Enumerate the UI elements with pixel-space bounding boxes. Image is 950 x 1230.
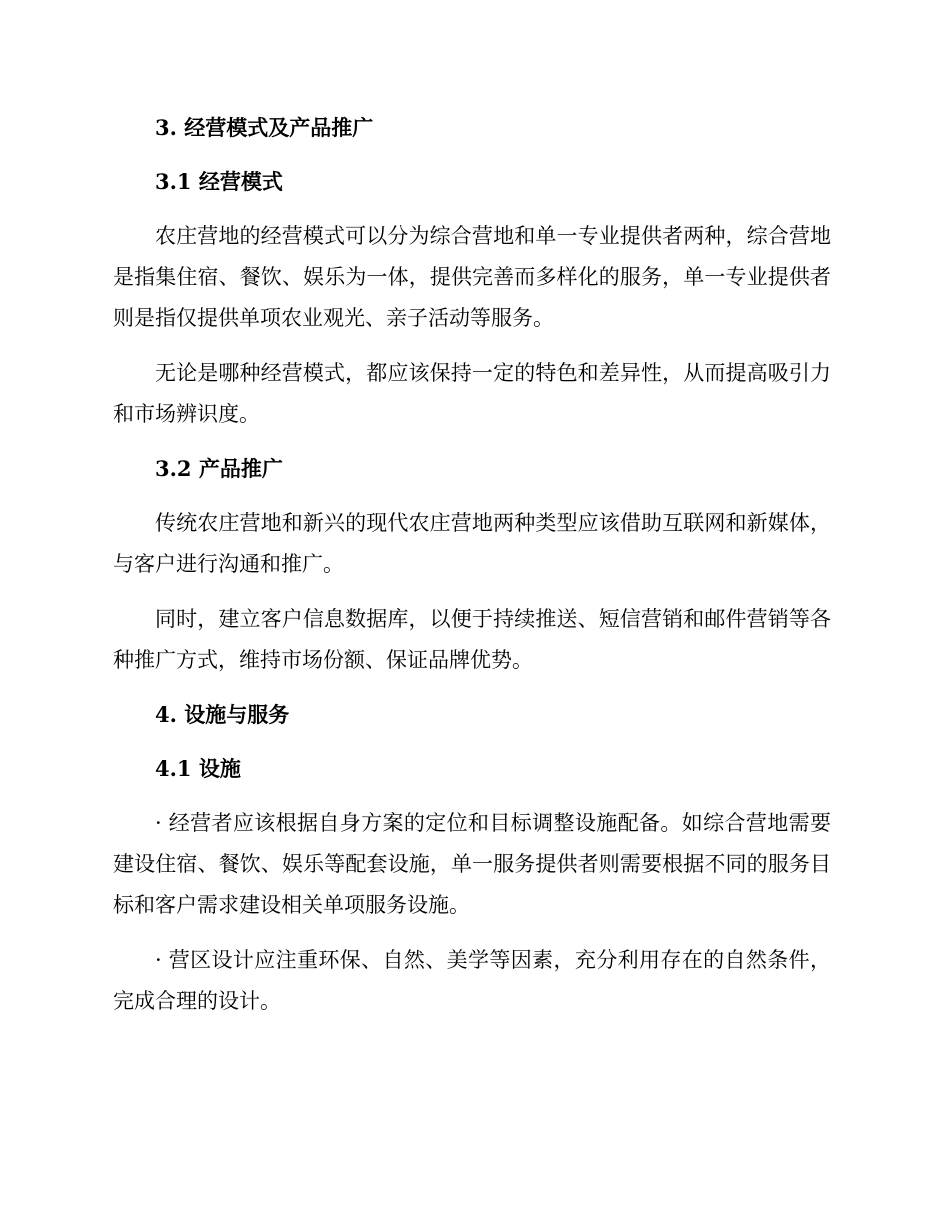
subsection-heading-4-1: 4.1 设施 bbox=[155, 756, 241, 781]
document-body bbox=[113, 108, 831, 1022]
bullet-facility-configuration: · 经营者应该根据自身方案的定位和目标调整设施配备。如综合营地需要建设住宿、餐饮、娱乐等配套设施，单一服务提供者则需要根据不同的服务目标和客户需求建设相关单项服务设施。 bbox=[113, 811, 831, 917]
paragraph-business-model: 农庄营地的经营模式可以分为综合营地和单一专业提供者两种，综合营地是指集住宿、餐饮、娱乐为一体，提供完善而多样化的服务，单一专业提供者则是指仅提供单项农业观光、亲子活动等服务。 bbox=[113, 224, 831, 330]
subsection-heading-3-1: 3.1 经营模式 bbox=[155, 169, 283, 194]
paragraph-customer-database: 同时，建立客户信息数据库，以便于持续推送、短信营销和邮件营销等各种推广方式，维持市场份额、保证品牌优势。 bbox=[113, 607, 831, 672]
subsection-heading-3-2: 3.2 产品推广 bbox=[155, 456, 283, 481]
paragraph-promotion-channels: 传统农庄营地和新兴的现代农庄营地两种类型应该借助互联网和新媒体，与客户进行沟通和推广。 bbox=[113, 511, 831, 576]
section-heading-4: 4. 设施与服务 bbox=[155, 702, 290, 727]
paragraph-differentiation: 无论是哪种经营模式，都应该保持一定的特色和差异性，从而提高吸引力和市场辨识度。 bbox=[113, 361, 831, 426]
section-heading-3: 3. 经营模式及产品推广 bbox=[155, 115, 374, 140]
bullet-campsite-design: · 营区设计应注重环保、自然、美学等因素，充分利用存在的自然条件，完成合理的设计。 bbox=[113, 948, 831, 1013]
